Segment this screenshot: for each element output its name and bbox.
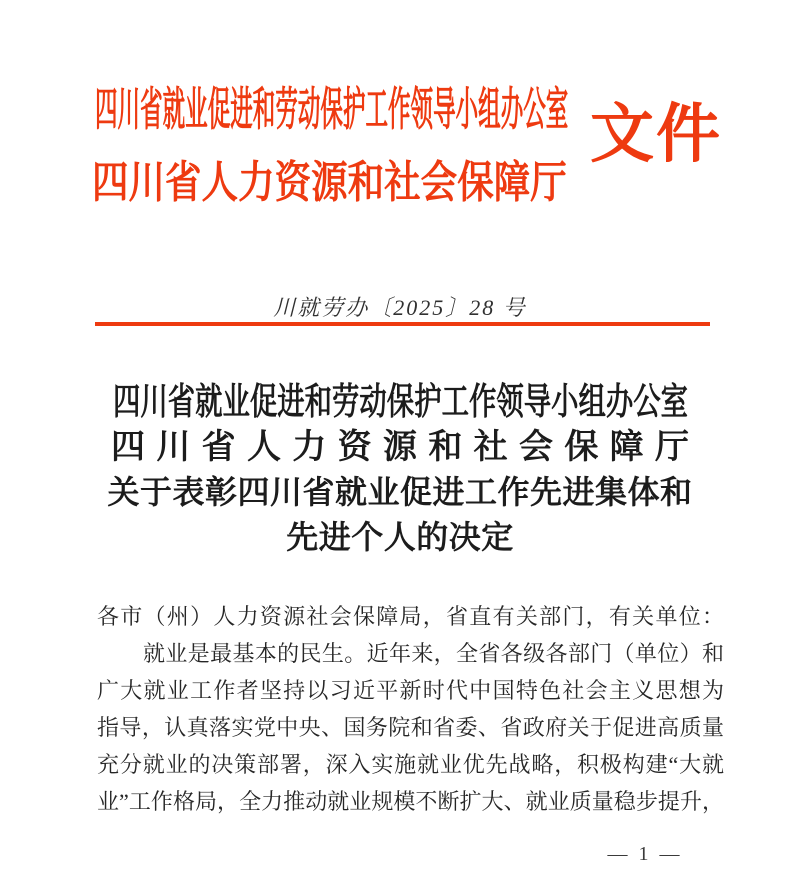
- body-paragraph-line: 业”工作格局，全力推动就业规模不断扩大、就业质量稳步提升，: [97, 789, 724, 814]
- body-paragraph-line: 就业是最基本的民生。近年来，全省各级各部门（单位）和: [143, 641, 724, 666]
- page-number: — 1 —: [607, 843, 683, 865]
- document-number: 川就劳办〔2025〕28 号: [273, 295, 527, 320]
- body-paragraph-line: 充分就业的决策部署，深入实施就业优先战略，积极构建“大就: [97, 752, 724, 777]
- letterhead-doc-type-label: 文件: [590, 99, 722, 170]
- body-paragraph-line: 指导，认真落实党中央、国务院和省委、省政府关于促进高质量: [97, 715, 724, 740]
- red-divider-line: [95, 322, 710, 326]
- body-paragraph-line: 广大就业工作者坚持以习近平新时代中国特色社会主义思想为: [97, 678, 724, 703]
- letterhead-org-line-1: 四川省就业促进和劳动保护工作领导小组办公室: [95, 84, 569, 135]
- letterhead-org-line-2: 四川省人力资源和社会保障厅: [92, 158, 567, 207]
- title-line-1: [0, 380, 800, 425]
- title-line-1-text: 四川省就业促进和劳动保护工作领导小组办公室: [112, 382, 688, 423]
- document-body: [97, 598, 724, 820]
- document-title: [0, 380, 800, 560]
- title-line-2: 四川省人力资源和社会保障厅: [111, 429, 689, 466]
- title-line-3: 关于表彰四川省就业促进工作先进集体和: [107, 474, 693, 510]
- title-line-4: 先进个人的决定: [286, 519, 514, 555]
- body-salutation: 各市（州）人力资源社会保障局，省直有关部门，有关单位：: [97, 604, 724, 629]
